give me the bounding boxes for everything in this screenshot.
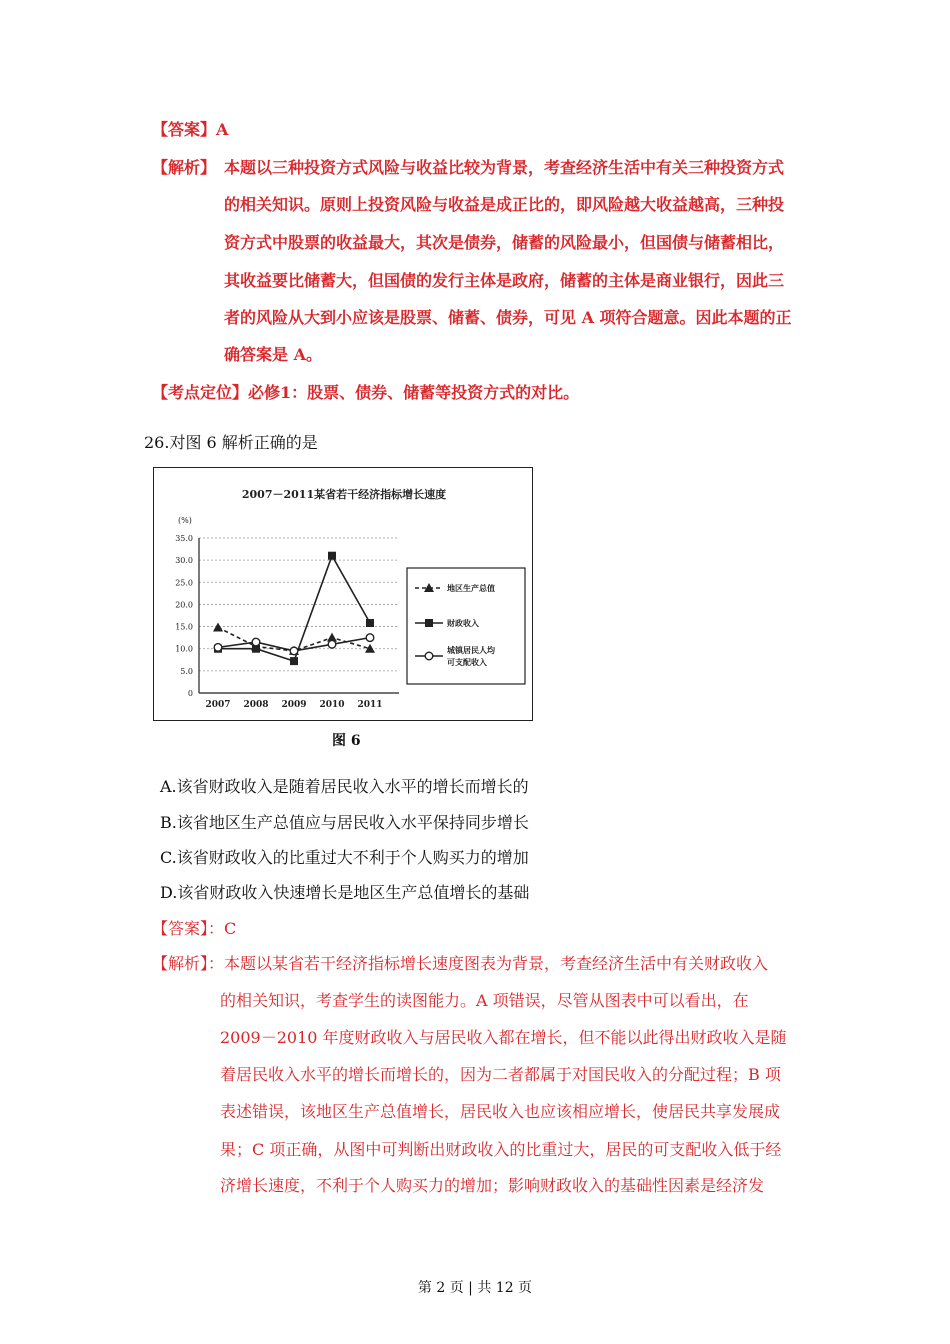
q25-analysis-line: 资方式中股票的收益最大，其次是债券，储蓄的风险最小，但国债与储蓄相比， [224,233,785,252]
series-line-1 [218,556,370,661]
legend-label: 可支配收入 [447,657,487,667]
legend-label: 地区生产总值 [447,583,495,593]
y-tick-label: 35.0 [175,534,193,543]
q26-analysis-line: 2009－2010 年度财政收入与居民收入都在增长，但不能以此得出财政收入是随 [220,1028,787,1047]
q25-answer [152,117,228,140]
q25-kaodian-text: 必修1：股票、债券、储蓄等投资方式的对比。 [248,383,580,402]
q25-kaodian-tag: 【考点定位】 [152,383,249,402]
x-tick-label: 2011 [357,700,383,710]
q25-kaodian [152,380,579,403]
q25-analysis-line: 确答案是 A。 [224,345,322,364]
q25-answer-value: A [216,120,229,139]
data-point-1 [328,552,336,560]
data-point-2 [328,640,336,648]
data-point-1 [290,657,298,665]
y-tick-label: 25.0 [175,578,193,588]
y-tick-label: 15.0 [175,622,193,632]
q26-analysis-line: 的相关知识，考查学生的读图能力。A 项错误，尽管从图表中可以看出，在 [220,991,749,1010]
legend-marker-1 [425,619,433,627]
q25-analysis-line: 本题以三种投资方式风险与收益比较为背景，考查经济生活中有关三种投资方式 [224,158,785,177]
q25-analysis-line: 的相关知识。原则上投资风险与收益是成正比的，即风险越大收益越高，三种投 [224,195,785,214]
x-tick-label: 2007 [205,700,231,710]
q26-analysis-tag: 【解析】 [152,954,209,973]
q26-answer-tag: 【答案】 [152,919,209,938]
q26-analysis-line: 表述错误，该地区生产总值增长，居民收入也应该相应增长，使居民共享发展成 [220,1102,781,1121]
figure-label: 图 6 [332,733,361,749]
q25-analysis-line: 者的风险从大到小应该是股票、储蓄、债券，可见 A 项符合题意。因此本题的正 [224,308,792,327]
q26-analysis-line: 济增长速度，不利于个人购买力的增加；影响财政收入的基础性因素是经济发 [220,1176,765,1195]
y-tick-label: 5.0 [180,666,193,676]
legend-label: 城镇居民人均 [447,645,495,655]
legend-marker-2 [425,652,433,660]
y-tick-label: 0 [187,689,193,698]
x-tick-label: 2010 [319,700,345,710]
q26-analysis-first: ：本题以某省若干经济指标增长速度图表为背景，考查经济生活中有关财政收入 [208,954,769,973]
x-tick-label: 2008 [243,700,269,710]
q26-analysis-line: 着居民收入水平的增长而增长的，因为二者都属于对国民收入的分配过程；B 项 [220,1065,781,1084]
chart-canvas [154,468,534,722]
x-tick-label: 2009 [281,700,307,710]
data-point-0 [213,622,223,631]
data-point-2 [290,647,298,655]
q25-analysis-line: 其收益要比储蓄大，但国债的发行主体是政府，储蓄的主体是商业银行，因此三 [224,271,785,290]
data-point-2 [214,644,222,652]
option-c: C.该省财政收入的比重过大不利于个人购买力的增加 [160,848,529,867]
q26-analysis-head [152,951,768,974]
data-point-2 [252,638,260,646]
q26-answer-value: ：C [208,919,237,938]
q26-question: 26.对图 6 解析正确的是 [144,433,318,452]
y-tick-label: 30.0 [175,556,193,566]
q26-answer [152,916,236,939]
q26-analysis-line: 果；C 项正确，从图中可判断出财政收入的比重过大，居民的可支配收入低于经 [220,1140,782,1159]
page-footer: 第 2 页 | 共 12 页 [417,1280,533,1296]
y-axis-label: (%) [178,516,192,525]
q25-answer-tag: 【答案】 [152,120,217,139]
q25-analysis-tag: 【解析】 [152,158,217,177]
option-d: D.该省财政收入快速增长是地区生产总值增长的基础 [160,883,530,902]
data-point-1 [366,619,374,627]
option-a: A.该省财政收入是随着居民收入水平的增长而增长的 [160,777,529,796]
chart-title: 2007－2011某省若干经济指标增长速度 [241,488,447,501]
legend-label: 财政收入 [447,618,479,628]
figure-6-chart [153,467,533,721]
option-b: B.该省地区生产总值应与居民收入水平保持同步增长 [160,813,529,832]
y-tick-label: 10.0 [175,644,193,654]
y-tick-label: 20.0 [175,600,193,610]
data-point-2 [366,634,374,642]
